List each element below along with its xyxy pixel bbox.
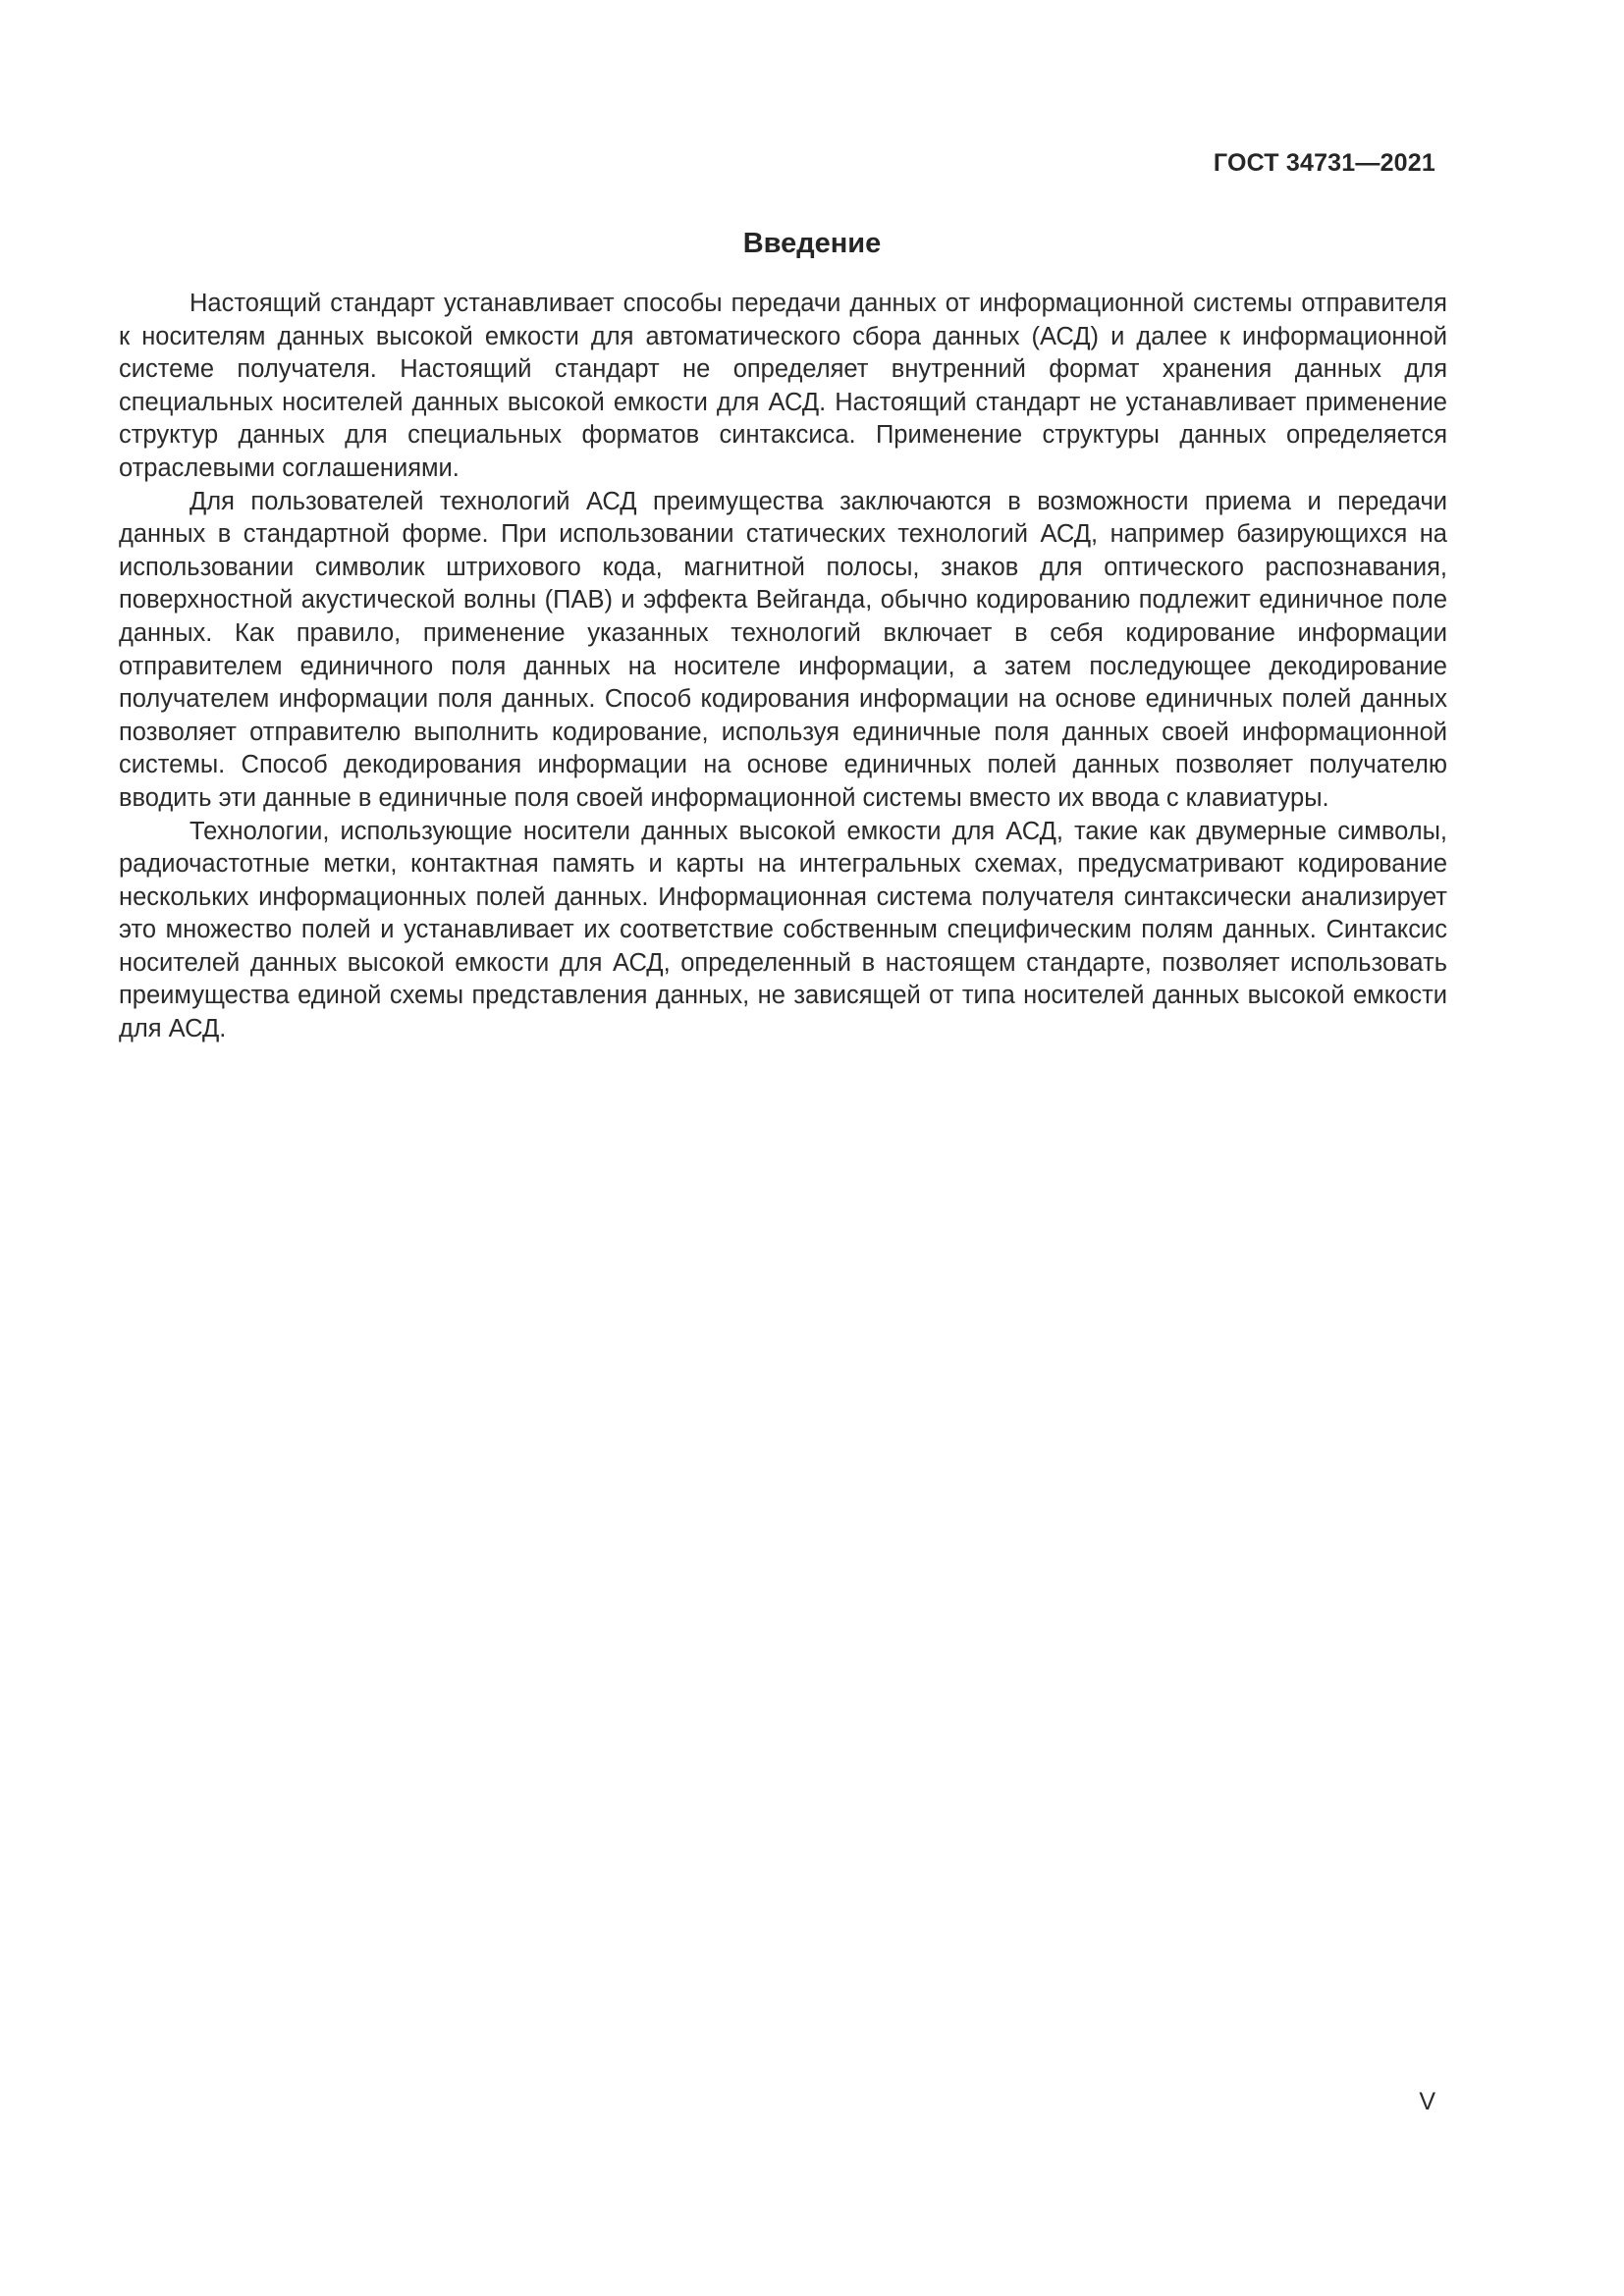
- page-number: V: [1419, 2088, 1435, 2115]
- paragraph: Настоящий стандарт устанавливает способы передачи данных от информационной системы отправителя к носителям данных высокой емкости для автоматического сбора данных (АСД) и далее к информационной системе получателя. Настоящий стандарт не определяет внутренний формат хранения данных для специальных носителей данных высокой емкости для АСД. Настоящий стандарт не устанавливает применение структур данных для специальных форматов синтаксиса. Применение структуры данных определяется отраслевыми соглашениями.: [119, 290, 1447, 482]
- paragraph: Для пользователей технологий АСД преимущества заключаются в возможности приема и передачи данных в стандартной форме. При использовании статических технологий АСД, например базирующихся на использовании символик штрихового кода, магнитной полосы, знаков для оптического распознавания, поверхностной акустической волны (ПАВ) и эффекта Вейганда, обычно кодированию подлежит единичное поле данных. Как правило, применение указанных технологий включает в себя кодирование информации отправителем единичного поля данных на носителе информации, а затем последующее декодирование получателем информации поля данных. Способ кодирования информации на основе единичных полей данных позволяет отправителю выполнить кодирование, используя единичные поля данных своей информационной системы. Способ декодирования информации на основе единичных полей данных позволяет получателю вводить эти данные в единичные поля своей информационной системы вместо их ввода с клавиатуры.: [119, 487, 1447, 812]
- body-text: [119, 288, 1447, 1046]
- document-code: ГОСТ 34731—2021: [1213, 149, 1435, 177]
- section-title: Введение: [742, 228, 882, 259]
- paragraph: Технологии, использующие носители данных высокой емкости для АСД, такие как двумерные символы, радиочастотные метки, контактная память и карты на интегральных схемах, предусматривают кодирование нескольких информационных полей данных. Информационная система получателя синтаксически анализирует это множество полей и устанавливает их соответствие собственным специфическим полям данных. Синтаксис носителей данных высокой емкости для АСД, определенный в настоящем стандарте, позволяет использовать преимущества единой схемы представления данных, не зависящей от типа носителей данных высокой емкости для АСД.: [119, 817, 1447, 1043]
